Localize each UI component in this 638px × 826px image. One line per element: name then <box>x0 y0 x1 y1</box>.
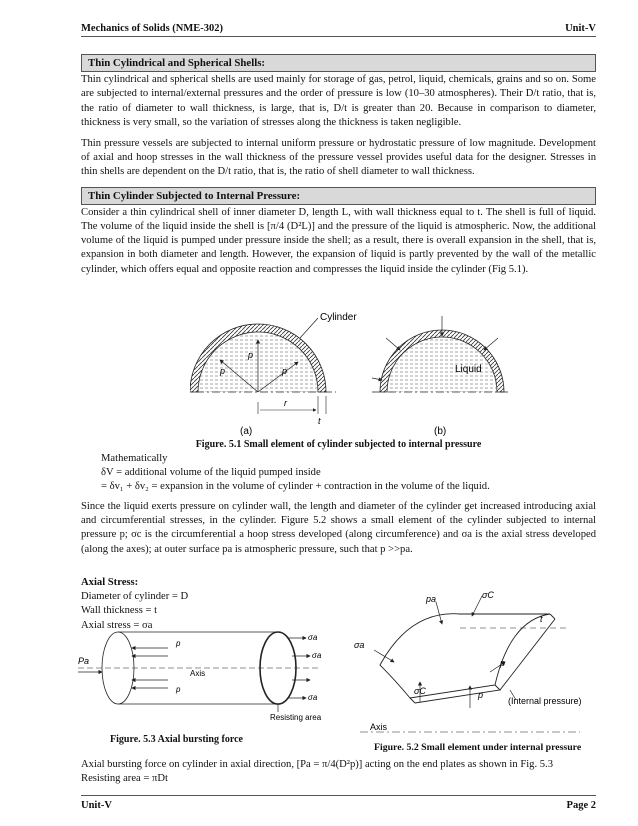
shell-element <box>380 614 550 698</box>
footer-unit: Unit-V <box>81 800 112 811</box>
fig53-label-resisting-area: Resisting area <box>270 713 322 722</box>
figure-5-2 <box>350 590 598 740</box>
fig53-label-axis: Axis <box>190 669 206 678</box>
section-heading-thin-shells: Thin Cylindrical and Spherical Shells: <box>81 54 596 72</box>
fig53-label-pa: Pa <box>78 656 90 666</box>
mathematically-block <box>101 452 596 495</box>
fig51-label-r: r <box>284 398 287 408</box>
fig51-label-liquid: Liquid <box>455 364 482 375</box>
axial-stress-heading: Axial Stress: <box>81 577 139 588</box>
paragraph-stresses: Since the liquid exerts pressure on cylinder wall, the length and diameter of the cylinder get increased introducing axial and circumferential stresses, in the cylinder. Figure 5.2 shows a small element of the cylinder subjected to internal pressure p; σc is the circumferential a hoop stress developed (along circumference) and σa is the axial stress developed (along the axes); at outer surface pa is atmospheric pressure, such that p >>pa. <box>81 501 596 555</box>
fig51-label-cylinder: Cylinder <box>320 312 357 323</box>
fig53-label-p-top: p <box>176 639 181 648</box>
figure-5-3-caption-block <box>110 733 310 747</box>
fig52-label-internal-pressure: (Internal pressure) <box>508 696 582 706</box>
paragraph-thin-cylinder: Consider a thin cylindrical shell of inner diameter D, length L, with wall thickness equal to t. The shell is full of liquid. The volume of the liquid inside the shell is [π/4 (D²L)] and the pressure of the liquid is atmospheric. Now, the additional volume of the liquid is pumped under pressure inside the shell; as a result, there is overall expansion in the shell, that is, expansion in both diameter and length. However, the expansion of liquid is partly prevented by the wall of the metallic cylinder, which offers equal and opposite reaction and compresses the liquid inside the cylinder (Fig 5.1). <box>81 206 596 275</box>
fig51-label-t: t <box>318 416 321 426</box>
math-line-1: δV = additional volume of the liquid pumped inside <box>101 467 321 479</box>
math-heading: Mathematically <box>101 453 168 464</box>
fig53-label-sigma-a-3: σa <box>308 693 318 702</box>
axial-bursting-force-line: Axial bursting force on cylinder in axial direction, [Pa = π/4(D²p)] acting on the end plates as shown in Fig. 5.3 <box>81 759 553 770</box>
figure-5-1 <box>190 310 510 440</box>
fig51-label-a: (a) <box>240 426 253 437</box>
fig52-label-sigma-c-top: σC <box>482 590 494 600</box>
fig51-label-p3: p <box>282 366 288 376</box>
page-footer <box>81 795 596 813</box>
figure-5-3-caption: Figure. 5.3 Axial bursting force <box>110 734 243 745</box>
figure-5-2-caption: Figure. 5.2 Small element under internal pressure <box>374 742 582 753</box>
figure-5-3 <box>78 628 348 723</box>
fig52-label-sigma-c-bottom: σC <box>414 686 426 696</box>
figure-5-1-caption: Figure. 5.1 Small element of cylinder subjected to internal pressure <box>195 439 482 450</box>
fig52-label-p2: p <box>478 690 484 700</box>
fig52-label-pa: pa <box>426 594 437 604</box>
fig52-label-t: t <box>540 614 543 624</box>
fig51-label-p2: p <box>220 366 226 376</box>
header-unit: Unit-V <box>565 23 596 34</box>
axial-diameter-line: Diameter of cylinder = D <box>81 591 189 603</box>
footer-page-number: Page 2 <box>566 800 596 811</box>
closing-block <box>81 758 596 786</box>
fig51-label-b: (b) <box>434 426 447 437</box>
axial-stress-block <box>81 576 331 633</box>
axial-stress-line: Axial stress = σa <box>81 619 153 631</box>
section-heading-thin-cylinder: Thin Cylinder Subjected to Internal Pressure: <box>81 187 596 205</box>
stress-paragraph-block <box>81 500 596 564</box>
fig53-label-p-bottom: p <box>176 685 181 694</box>
paragraph-shells-intro: Thin cylindrical and spherical shells are used mainly for storage of gas, petrol, liquid, chemicals, grains and so on. Some are subjected to internal/external pressures and the order of pressure is low (10–30 atmospheres). Their D/t ratio, that is, the ratio of diameter to wall thickness, is large, that is, D/t is greater than 20. Because in comparison to diameter, thickness is very small, so the variation of stresses along the thickness is taken negligible. <box>81 74 596 128</box>
page-body <box>81 54 596 284</box>
fig52-label-axis: Axis <box>370 722 388 732</box>
paragraph-pressure-vessels: Thin pressure vessels are subjected to internal uniform pressure or hydrostatic pressure of low magnitude. Development of axial and hoop stresses in the wall thickness of the pressure vessel provides useful data for the designer. Stresses in thin shells are dependent on the D/t ratio, that is, the ratio of shell diameter to wall thickness. <box>81 138 596 178</box>
axial-thickness-line: Wall thickness = t <box>81 605 158 617</box>
math-line-2: = δv₁ + δv₂ = expansion in the volume of cylinder + contraction in the volume of the liquid. <box>101 481 490 493</box>
page-header <box>81 20 596 37</box>
header-course-title: Mechanics of Solids (NME-302) <box>81 23 224 34</box>
fig52-label-p1: p <box>500 658 506 668</box>
fig51-label-p1: p <box>248 350 254 360</box>
fig52-label-sigma-a: σa <box>354 640 365 650</box>
resisting-area-line: Resisting area = πDt <box>81 773 168 785</box>
fig53-label-sigma-a-1: σa <box>308 633 318 642</box>
figure-5-2-caption-block <box>374 741 596 755</box>
figure-5-1-caption-block <box>81 438 596 452</box>
fig53-label-sigma-a-2: σa <box>312 651 322 660</box>
